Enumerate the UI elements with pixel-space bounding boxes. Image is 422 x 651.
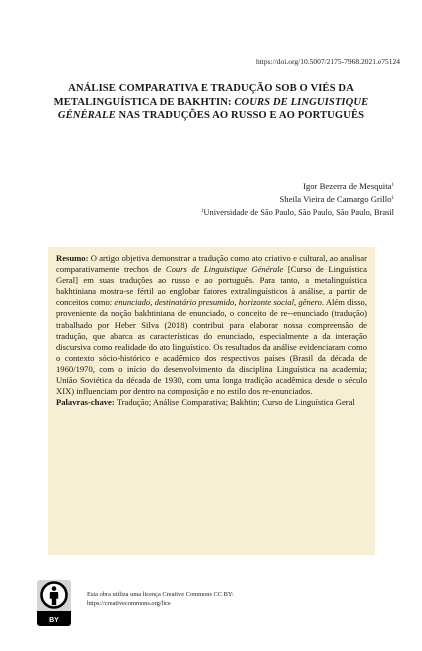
- license-link[interactable]: https://creativecommons.org/lice: [87, 599, 171, 607]
- doi-link[interactable]: https://doi.org/10.5007/2175-7968.2021.e75124: [255, 57, 400, 66]
- title-italic-part: COURS DE LINGUISTIQUE GÉNÉRALE: [57, 96, 369, 122]
- affiliation-text: Universidade de São Paulo, São Paulo, São Paulo, Brasil: [203, 208, 394, 217]
- abstract-text-1: O artigo objetiva demonstrar a tradução como ato criativo e cultural, ao analisar comparativamente trechos de: [56, 253, 367, 275]
- affiliation: [201, 206, 394, 219]
- author-1-name: Igor Bezerra de Mesquita: [302, 181, 392, 191]
- author-1: [201, 180, 394, 193]
- license-text: [87, 591, 234, 608]
- abstract-italic-2: enunciado, destinatário presumido, horizonte social, gênero: [114, 297, 322, 308]
- abstract-italic-1: Cours de Linguistique Générale: [165, 264, 284, 275]
- affiliation-mark: 1: [200, 209, 204, 214]
- cc-by-badge: BY: [49, 617, 59, 624]
- author-2-mark: 1: [391, 196, 394, 201]
- author-2: [201, 193, 394, 206]
- abstract-text-2: [Curso de Linguística Geral] em suas traduções ao russo e ao português. Para tanto, a metalinguística bakhtiniana mostra-se fértil ao englobar fatores extralinguísticos à análise, a partir de conceitos como:: [56, 264, 367, 308]
- author-block: [201, 180, 394, 219]
- abstract: [56, 253, 367, 397]
- license-line-1: Esta obra utiliza uma licença Creative Commons CC BY:: [87, 591, 234, 598]
- article-title: [24, 82, 398, 123]
- cc-by-icon[interactable]: [37, 580, 71, 626]
- abstract-text-3: . Além disso, proveniente da noção bakhtiniana de enunciado, o conceito de re--enunciado (tradução) trabalhado por Heber Silva (2018) contribui para elaborar nossa compreensão de tradução, que abarca as características do enunciado, especialmente a da interação discursiva como realidade do ato linguístico. Os resultados da análise evidenciaram como o contexto sócio-histórico e acadêmico dos respectivos países (Brasil da década de 1960/1970, com o início do desenvolvimento da disciplina Linguística na academia; União Soviética da década de 1930, com uma longa tradição acadêmica desde o século XIX) influenciam por dentro na composição e no estilo dos re-enunciados.: [56, 297, 367, 397]
- author-1-mark: 1: [391, 183, 394, 188]
- keywords-text: Tradução; Análise Comparativa; Bakhtin; Curso de Linguística Geral: [114, 397, 355, 408]
- keywords-label: Palavras-chave:: [56, 397, 115, 408]
- author-2-name: Sheila Vieira de Camargo Grillo: [279, 194, 392, 204]
- title-part-1: ANÁLISE COMPARATIVA E TRADUÇÃO SOB O VIÉS DA METALINGUÍSTICA DE BAKHTIN:: [53, 83, 354, 108]
- license-block: [37, 580, 397, 628]
- title-part-2: NAS TRADUÇÕES AO RUSSO E AO PORTUGUÊS: [115, 110, 365, 122]
- keywords: [56, 397, 367, 408]
- abstract-box: [48, 247, 375, 555]
- abstract-label: Resumo:: [56, 253, 89, 263]
